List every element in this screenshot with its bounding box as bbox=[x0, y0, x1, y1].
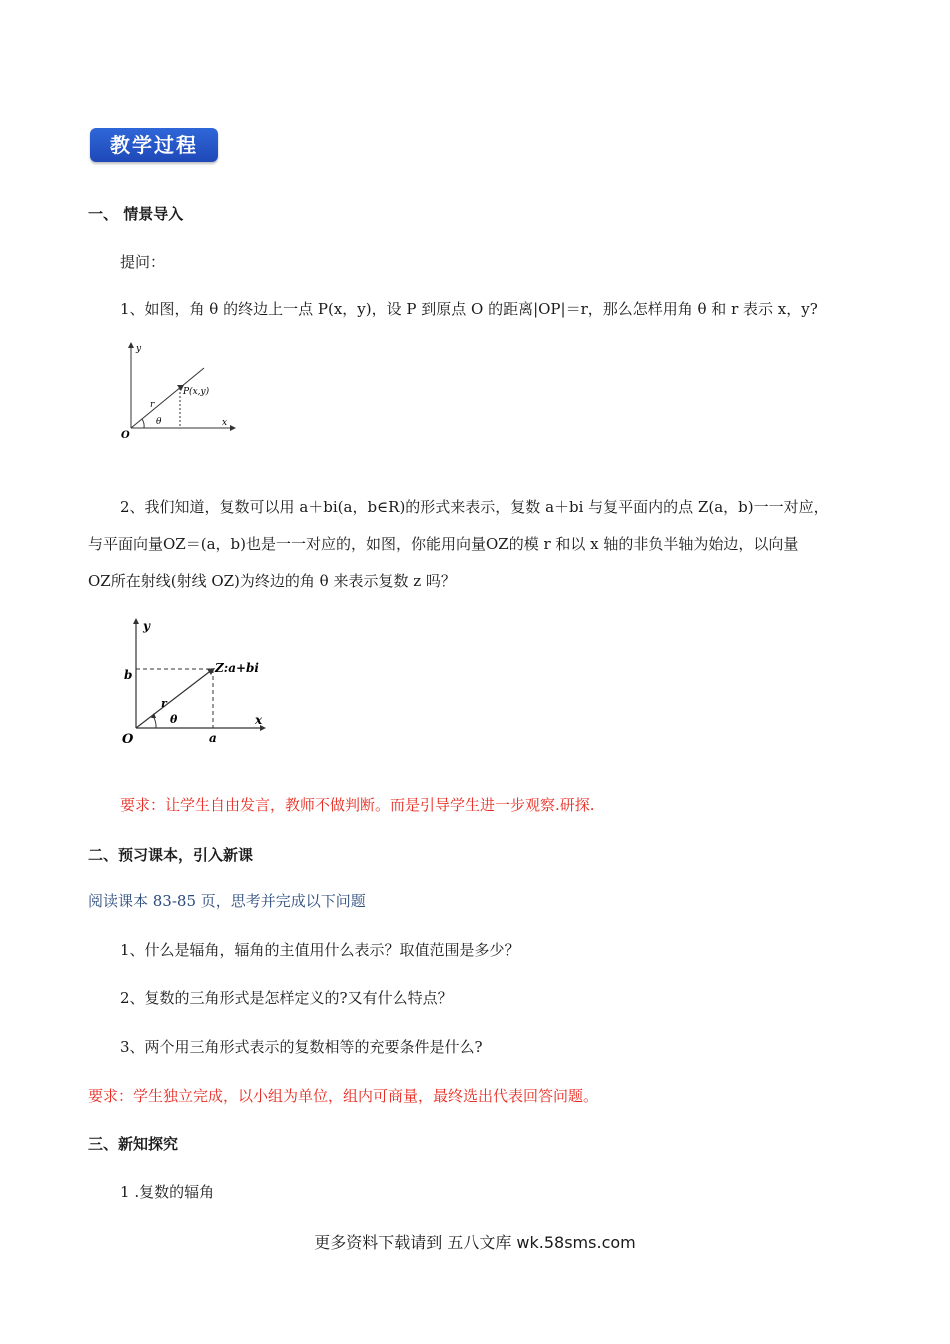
preview-question-3: 3、两个用三角形式表示的复数相等的充要条件是什么? bbox=[120, 1038, 483, 1056]
fig2-theta-label: θ bbox=[170, 713, 178, 726]
subsection-heading: 1 .复数的辐角 bbox=[120, 1183, 215, 1201]
fig1-origin-label: O bbox=[121, 430, 130, 441]
preview-question-2: 2、复数的三角形式是怎样定义的?又有什么特点？ bbox=[120, 989, 453, 1007]
question-1: 1、如图，角 θ 的终边上一点 P(x，y)，设 P 到原点 O 的距离|OP|＝r，那么怎样用角 θ 和 r 表示 x，y? bbox=[120, 300, 818, 318]
section-badge: 教学过程 bbox=[90, 128, 218, 162]
figure-complex-plane-diagram bbox=[118, 612, 273, 747]
fig1-theta-label: θ bbox=[156, 417, 162, 427]
requirement-1: 要求：让学生自由发言，教师不做判断。而是引导学生进一步观察.研探. bbox=[120, 796, 595, 814]
section-heading-3: 三、新知探究 bbox=[88, 1135, 179, 1153]
section-heading-2: 二、预习课本，引入新课 bbox=[88, 846, 254, 864]
question-2-line-1: 2、我们知道，复数可以用 a＋bi(a，b∈R)的形式来表示，复数 a＋bi 与复平面内的点 Z(a，b)一一对应， bbox=[120, 498, 829, 516]
reading-instruction: 阅读课本 83-85 页，思考并完成以下问题 bbox=[88, 892, 366, 910]
preview-question-1: 1、什么是辐角，辐角的主值用什么表示？取值范围是多少？ bbox=[120, 941, 520, 959]
fig1-point-label: P(x,y) bbox=[183, 387, 210, 397]
fig1-y-label: y bbox=[136, 344, 142, 354]
section-heading-1: 一、 情景导入 bbox=[88, 205, 184, 223]
fig2-b-label: b bbox=[124, 668, 133, 682]
fig1-r-label: r bbox=[150, 400, 155, 410]
ask-label: 提问： bbox=[120, 253, 166, 271]
fig2-r-label: r bbox=[161, 697, 167, 710]
requirement-2: 要求：学生独立完成，以小组为单位，组内可商量，最终选出代表回答问题。 bbox=[88, 1087, 599, 1105]
fig2-y-label: y bbox=[143, 619, 150, 633]
subsection-number: 1 bbox=[120, 1183, 130, 1201]
figure-angle-diagram bbox=[118, 338, 238, 446]
question-2-line-3: OZ所在射线(射线 OZ)为终边的角 θ 来表示复数 z 吗？ bbox=[88, 572, 456, 590]
footer-text: 更多资料下载请到 五八文库 wk.58sms.com bbox=[314, 1233, 636, 1252]
fig1-x-label: x bbox=[222, 418, 228, 428]
fig2-x-label: x bbox=[255, 713, 263, 727]
fig2-a-label: a bbox=[209, 731, 217, 745]
question-2-line-2: 与平面向量OZ＝(a，b)也是一一对应的，如图，你能用向量OZ的模 r 和以 x 轴的非负半轴为始边，以向量 bbox=[88, 535, 799, 553]
fig2-z-label: Z:a+bi bbox=[215, 661, 259, 675]
fig2-origin-label: O bbox=[122, 732, 134, 747]
subsection-title: 复数的辐角 bbox=[139, 1183, 215, 1201]
